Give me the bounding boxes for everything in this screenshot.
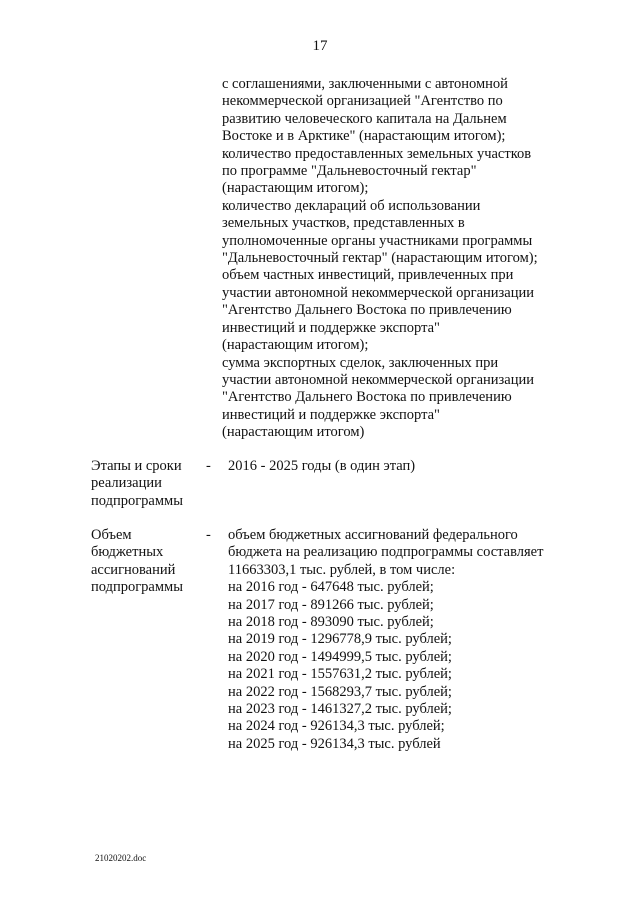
- value-line: бюджета на реализацию подпрограммы составляет: [228, 544, 544, 561]
- stages-dash: -: [206, 458, 211, 474]
- value-line: на 2021 год - 1557631,2 тыс. рублей;: [228, 666, 452, 683]
- text-line: инвестиций и поддержке экспорта": [222, 319, 440, 336]
- text-line: "Агентство Дальнего Востока по привлечению: [222, 389, 512, 406]
- label-line: Этапы и сроки: [91, 458, 182, 474]
- label-line: бюджетных: [91, 544, 164, 561]
- indicators-continued: [222, 76, 538, 442]
- value-line: на 2025 год - 926134,3 тыс. рублей: [228, 735, 441, 752]
- label-line: подпрограммы: [91, 579, 183, 596]
- label-line: Объем: [91, 527, 132, 543]
- value-line: 11663303,1 тыс. рублей, в том числе:: [228, 561, 456, 578]
- text-line: участии автономной некоммерческой организации: [222, 371, 534, 388]
- footer-file-code: 21020202.doc: [95, 853, 147, 863]
- value-line: на 2016 год - 647648 тыс. рублей;: [228, 579, 434, 596]
- text-line: Востоке и в Арктике" (нарастающим итогом);: [222, 128, 506, 145]
- value-line: на 2019 год - 1296778,9 тыс. рублей;: [228, 631, 452, 648]
- label-line: ассигнований: [91, 561, 176, 578]
- value-line: на 2024 год - 926134,3 тыс. рублей;: [228, 718, 445, 735]
- budget-dash: -: [206, 527, 211, 543]
- value-line: 2016 - 2025 годы (в один этап): [228, 458, 416, 474]
- text-line: "Дальневосточный гектар" (нарастающим итогом);: [222, 250, 538, 267]
- value-line: объем бюджетных ассигнований федерального: [228, 527, 518, 543]
- text-line: инвестиций и поддержке экспорта": [222, 406, 440, 423]
- text-line: (нарастающим итогом);: [222, 337, 369, 354]
- budget-value: [228, 527, 543, 753]
- text-line: некоммерческой организацией "Агентство по: [222, 93, 503, 110]
- label-line: подпрограммы: [91, 492, 183, 509]
- text-line: (нарастающим итогом): [222, 424, 365, 441]
- value-line: на 2017 год - 891266 тыс. рублей;: [228, 596, 434, 613]
- text-line: уполномоченные органы участниками программы: [222, 232, 533, 249]
- text-line: объем частных инвестиций, привлеченных при: [222, 267, 514, 284]
- text-line: участии автономной некоммерческой организации: [222, 284, 534, 301]
- text-line: сумма экспортных сделок, заключенных при: [222, 354, 499, 371]
- value-line: на 2020 год - 1494999,5 тыс. рублей;: [228, 648, 452, 665]
- text-line: по программе "Дальневосточный гектар": [222, 163, 477, 180]
- label-line: реализации: [91, 475, 162, 492]
- text-line: (нарастающим итогом);: [222, 180, 369, 197]
- stages-label: [91, 458, 183, 510]
- value-line: на 2018 год - 893090 тыс. рублей;: [228, 614, 434, 631]
- page-number: 17: [312, 38, 328, 54]
- stages-value: [228, 458, 415, 475]
- text-line: "Агентство Дальнего Востока по привлечению: [222, 302, 512, 319]
- value-line: на 2023 год - 1461327,2 тыс. рублей;: [228, 701, 452, 718]
- text-line: количество деклараций об использовании: [222, 197, 481, 214]
- text-line: количество предоставленных земельных участков: [222, 145, 532, 162]
- text-line: развитию человеческого капитала на Дальнем: [222, 110, 507, 127]
- text-line: с соглашениями, заключенными с автономной: [222, 76, 508, 92]
- text-line: земельных участков, представленных в: [222, 215, 465, 232]
- budget-label: [91, 527, 183, 597]
- value-line: на 2022 год - 1568293,7 тыс. рублей;: [228, 683, 452, 700]
